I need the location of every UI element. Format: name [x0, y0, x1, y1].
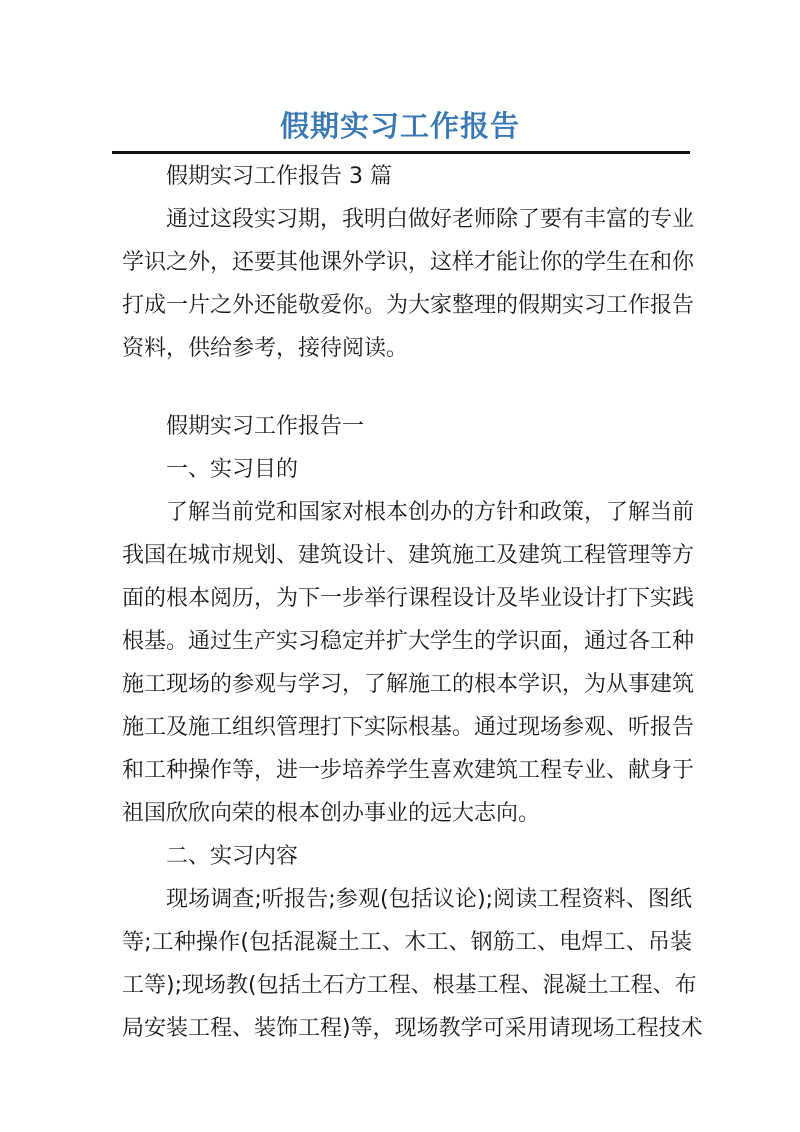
paragraph-line: 等;工种操作(包括混凝土工、木工、钢筋工、电焊工、吊装: [122, 930, 692, 955]
subtitle-line: 假期实习工作报告 3 篇: [166, 164, 392, 189]
section-heading: 二、实习内容: [166, 844, 299, 869]
section-subtitle: [122, 155, 692, 198]
paragraph-line: 资料，供给参考，接待阅读。: [122, 336, 409, 361]
paragraph-line: 施工及施工组织管理打下实际根基。通过现场参观、听报告: [122, 715, 695, 740]
paragraph-line: 我国在城市规划、建筑设计、建筑施工及建筑工程管理等方: [122, 543, 695, 568]
main-content: [122, 491, 703, 1050]
paragraph-line: 通过这段实习期，我明白做好老师除了要有丰富的专业: [166, 207, 695, 232]
document-title: 假期实习工作报告: [279, 109, 520, 143]
paragraph-line: 打成一片之外还能敬爱你。为大家整理的假期实习工作报告: [122, 293, 695, 318]
paragraph-line: 局安装工程、装饰工程)等，现场教学可采用请现场工程技术: [122, 1016, 703, 1041]
paragraph-line: 根基。通过生产实习稳定并扩大学生的学识面，通过各工种: [122, 629, 695, 654]
paragraph-line: 了解当前党和国家对根本创办的方针和政策，了解当前: [166, 500, 695, 525]
title-divider: [112, 151, 690, 154]
paragraph-line: 和工种操作等，进一步培养学生喜欢建筑工程专业、献身于: [122, 758, 695, 783]
paragraph-line: 施工现场的参观与学习，了解施工的根本学识，为从事建筑: [122, 672, 695, 697]
report-heading: 假期实习工作报告一: [166, 414, 365, 439]
paragraph-line: 学识之外，还要其他课外学识，这样才能让你的学生在和你: [122, 250, 695, 275]
intro-paragraph: [122, 198, 695, 370]
paragraph-line: 工等);现场教(包括土石方工程、根基工程、混凝土工程、布: [122, 973, 697, 998]
section-heading: 一、实习目的: [166, 457, 299, 482]
paragraph-line: 祖国欣欣向荣的根本创办事业的远大志向。: [122, 801, 541, 826]
report-heading-block: [122, 405, 692, 491]
paragraph-line: 面的根本阅历，为下一步举行课程设计及毕业设计打下实践: [122, 586, 695, 611]
paragraph-line: 现场调查;听报告;参观(包括议论);阅读工程资料、图纸: [166, 887, 692, 912]
